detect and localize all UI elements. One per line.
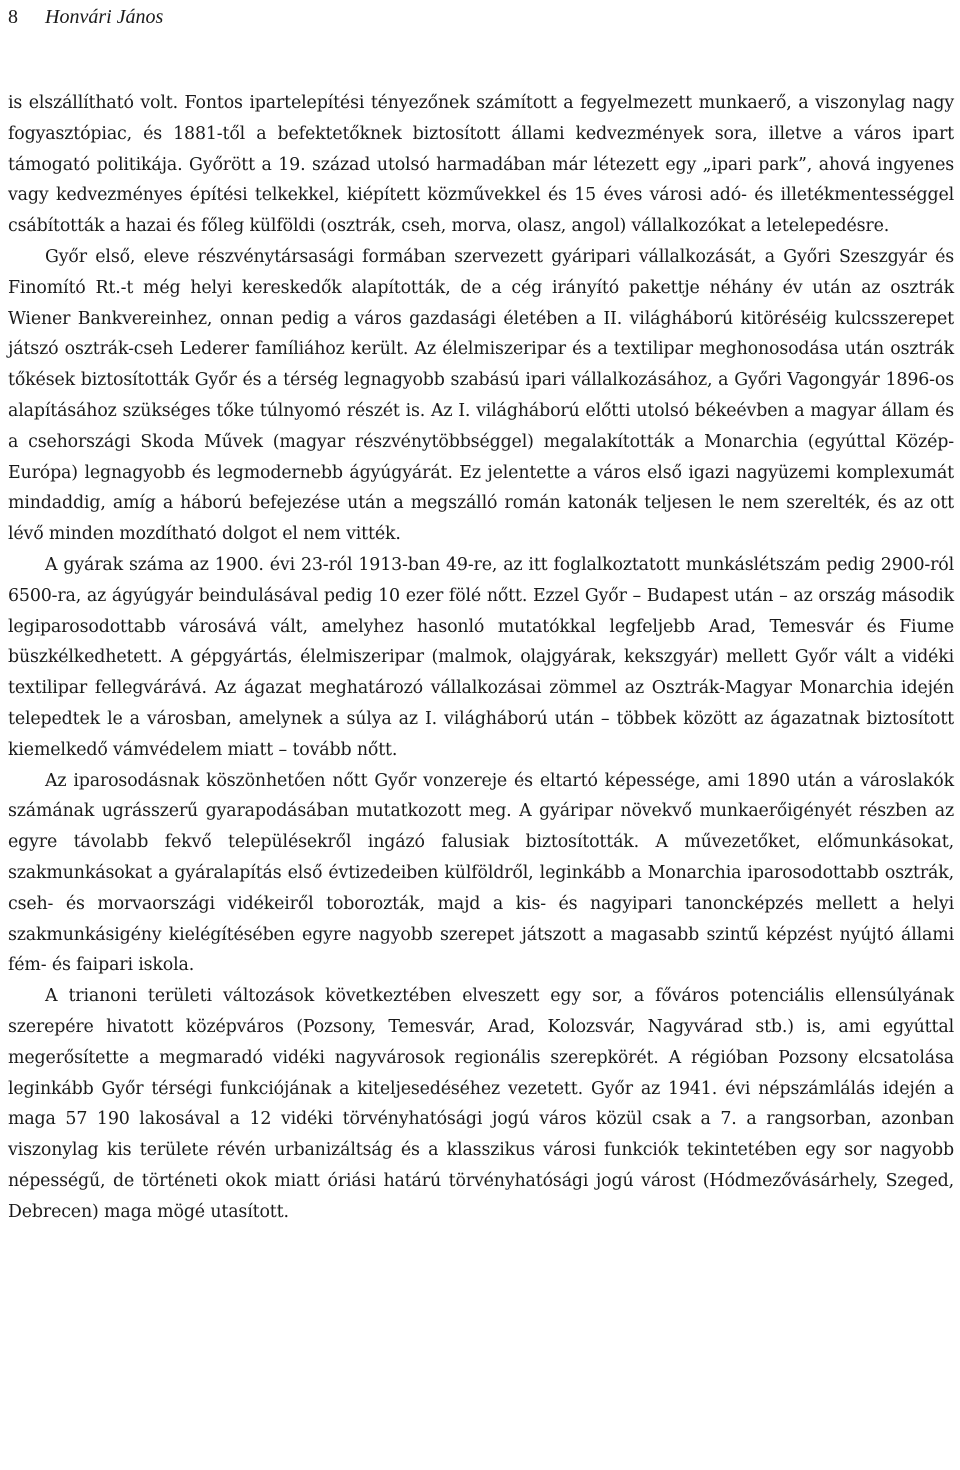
paragraph: A gyárak száma az 1900. évi 23-ról 1913-ban 49-re, az itt foglalkoztatott munkáslétszám pedig 2900-ról 6500-ra, az ágyúgyár beindulásával pedig 10 ezer fölé nőtt. Ezzel Győr – Budapest után – az ország második legiparosodottabb városává vált, amelyhez hasonló mutatókkal legfeljebb Arad, Temesvár és Fiume büszkélkedhetett. A gépgyártás, élelmiszeripar (malmok, olajgyárak, kekszgyár) mellett Győr vált a vidéki textilipar fellegvárává. Az ágazat meghatározó vállalkozásai zömmel az Osztrák-Magyar Monarchia idején telepedtek le a városban, amelynek a súlya az I. világháború után – többek között az ágazatnak biztosított kiemelkedő vámvédelem miatt – tovább nőtt. [8, 554, 954, 760]
running-header [8, 0, 954, 58]
document-page [8, 0, 954, 1227]
paragraph: Győr első, eleve részvénytársasági formában szervezett gyáripari vállalkozását, a Győri Szeszgyár és Finomító Rt.-t még helyi kereskedők alapították, de a cég irányító pakettje néhány év után az osztrák Wiener Bankvereinhez, onnan pedig a város gazdasági életében a II. világháború kitöréséig kulcsszerepet játszó osztrák-cseh Lederer famíliához került. Az élelmiszeripar és a textilipar meghonosodása után osztrák tőkések biztosították Győr és a térség legnagyobb szabású ipari vállalkozásához, a Győri Vagongyár 1896-os alapításához szükséges tőke túlnyomó részét is. Az I. világháború előtti utolsó békeévben a magyar állam és a csehországi Skoda Művek (magyar részvénytöbbséggel) megalakították a Monarchia (egyúttal Közép-Európa) legnagyobb és legmodernebb ágyúgyárát. Ez jelentette a város első igazi nagyüzemi komplexumát mindaddig, amíg a háború befejezése után a megszálló román katonák teljesen le nem szerelték, és az ott lévő minden mozdítható dolgot el nem vitték. [8, 246, 954, 545]
paragraph: A trianoni területi változások következtében elveszett egy sor, a főváros potenciális ellensúlyának szerepére hivatott középváros (Pozsony, Temesvár, Arad, Kolozsvár, Nagyvárad stb.) is, ami egyúttal megerősítette a megmaradó vidéki nagyvárosok regionális szerepkörét. A régióban Pozsony elcsatolása leginkább Győr térségi funkciójának a kiteljesedéséhez vezetett. Győr az 1941. évi népszámlálás idején a maga 57 190 lakosával a 12 vidéki törvényhatósági jogú város közül csak a 7. a rangsorban, azonban viszonylag kis területe révén urbanizáltság és a klasszikus városi funkciók tekintetében egy sor nagyobb népességű, de történeti okok miatt óriási határú törvényhatósági jogú várost (Hódmezővásárhely, Szeged, Debrecen) maga mögé utasított. [8, 986, 954, 1222]
body-text [8, 88, 954, 1227]
paragraph: Az iparosodásnak köszönhetően nőtt Győr vonzereje és eltartó képessége, ami 1890 után a városlakók számának ugrásszerű gyarapodásában mutatkozott meg. A gyáripar növekvő munkaerőigényét részben az egyre távolabb fekvő településekről ingázó falusiak biztosították. A művezetőket, előmunkásokat, szakmunkásokat a gyáralapítás első évtizedeiben külföldről, leginkább a Monarchia iparosodottabb osztrák, cseh- és morvaországi vidékeiről toborozták, majd a kis- és nagyipari tanoncképzés mellett a helyi szakmunkásigény kielégítésében egyre nagyobb szerepet játszott a magasabb szintű képzést nyújtó állami fém- és faipari iskola. [8, 770, 954, 976]
running-head-author: Honvári János [45, 6, 164, 28]
paragraph: is elszállítható volt. Fontos ipartelepítési tényezőnek számított a fegyelmezett munkaerő, a viszonylag nagy fogyasztópiac, és 1881-től a befektetőknek biztosított állami kedvezmények sora, illetve a város ipart támogató politikája. Győrött a 19. század utolsó harmadában már létezett egy „ipari park”, ahová ingyenes vagy kedvezményes építési telkekkel, kiépített közművekkel és 15 éves városi adó- és illetékmentességgel csábították a hazai és főleg külföldi (osztrák, cseh, morva, olasz, angol) vállalkozókat a letelepedésre. [8, 93, 954, 237]
page-number: 8 [8, 6, 18, 28]
